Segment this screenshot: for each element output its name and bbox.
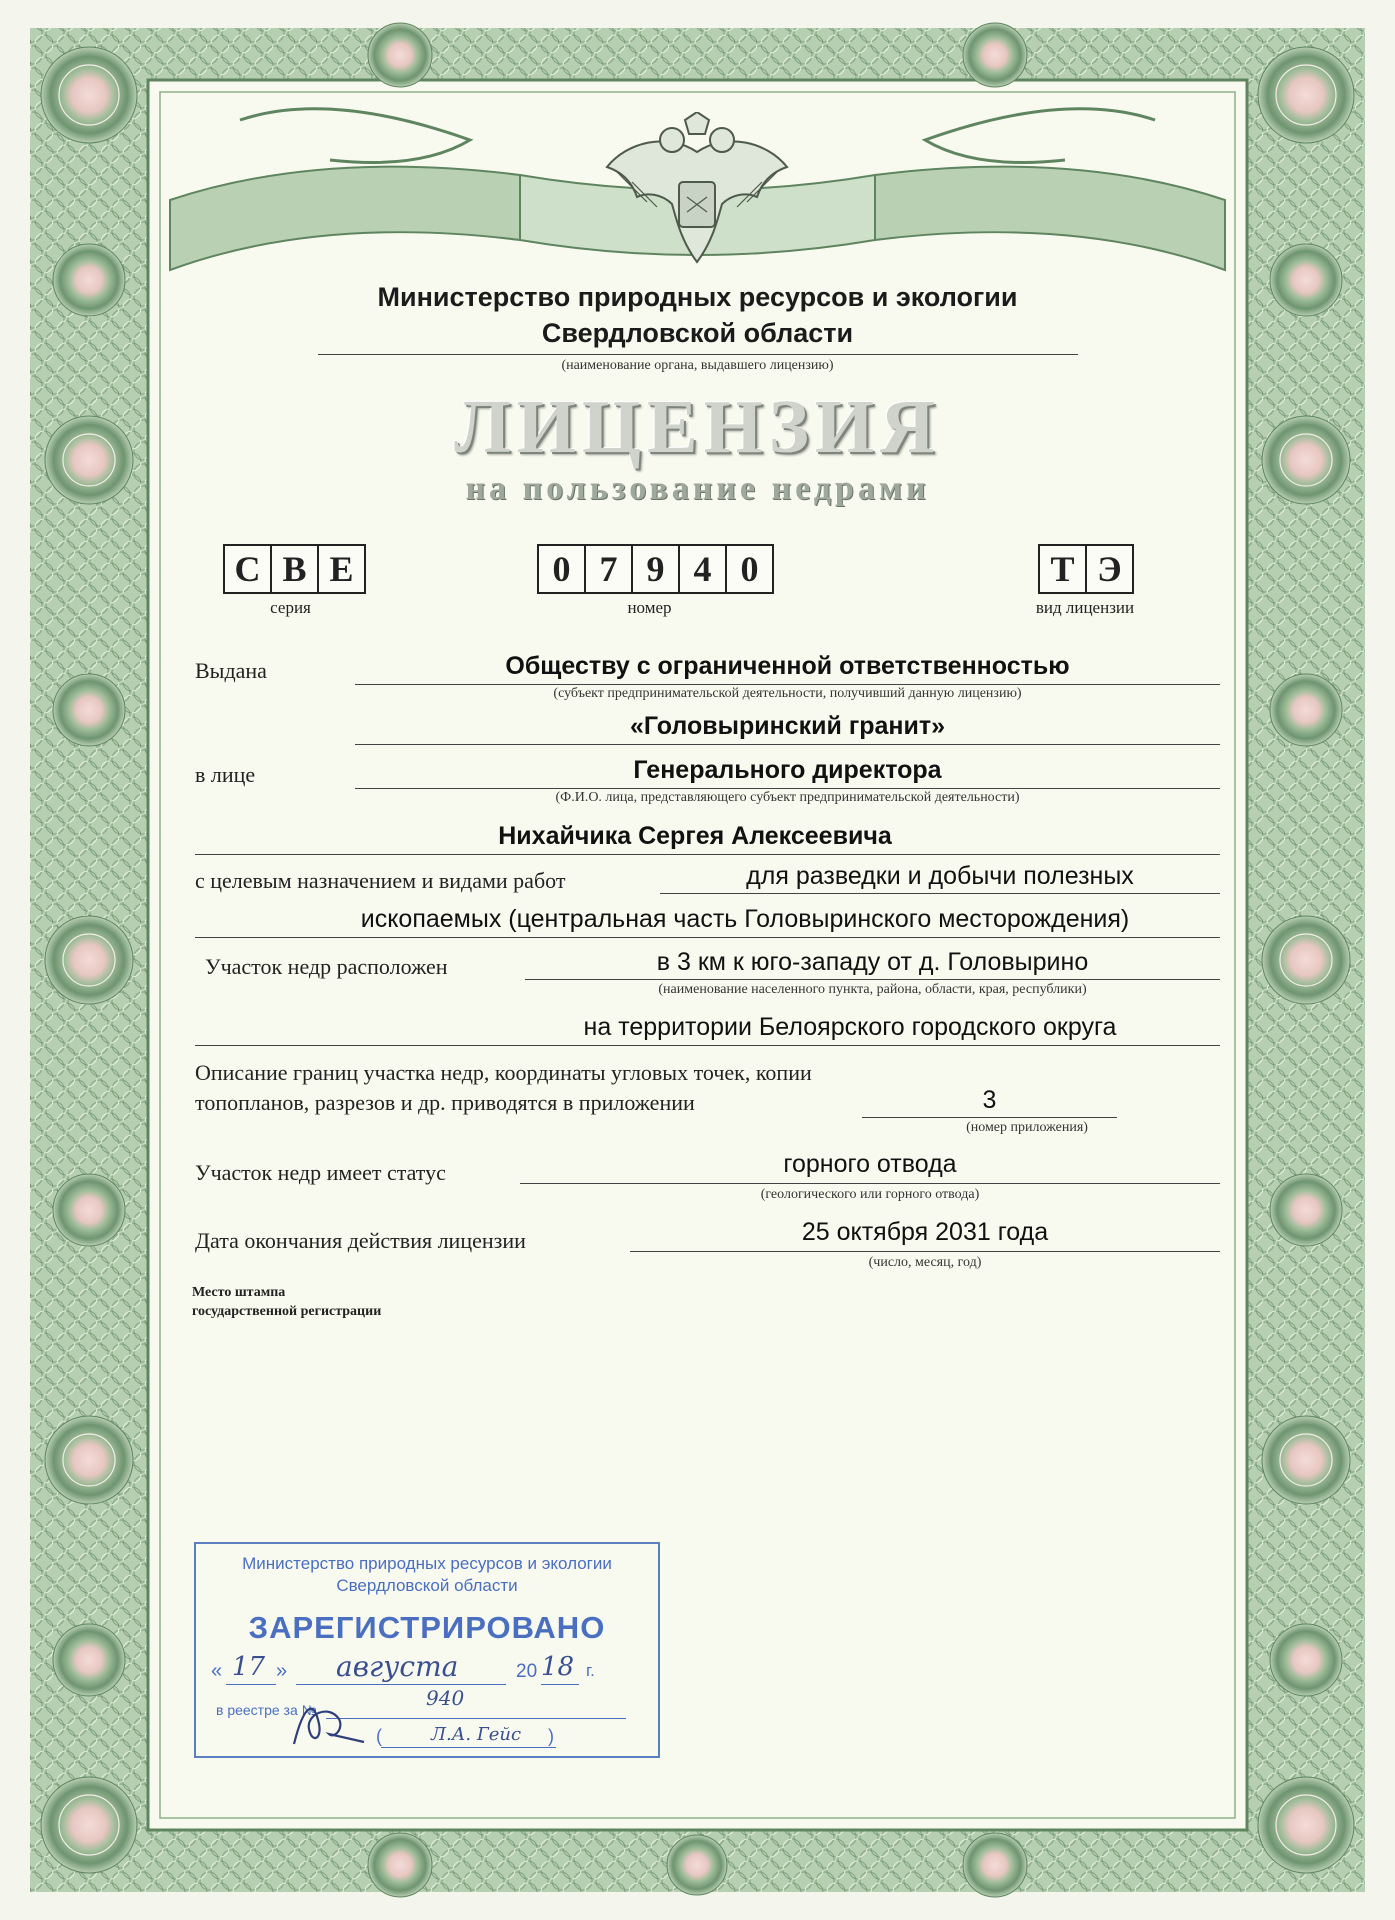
stamp-year-prefix: 20 (516, 1661, 538, 1682)
issuer-name-line1: Министерство природных ресурсов и экологии (377, 282, 1018, 312)
expiry-underline (630, 1251, 1220, 1252)
license-type-label: вид лицензии (1035, 598, 1135, 617)
represented-by-hint: (Ф.И.О. лица, представляющего субъект предпринимательской деятельности) (555, 790, 1020, 805)
issuer-name-line2: Свердловской области (541, 318, 854, 348)
stamp-month: августа (336, 1650, 459, 1683)
license-type-letter: Т (1038, 544, 1087, 594)
stamp-year-suffix: 18 (541, 1652, 575, 1682)
purpose-underline-2 (195, 937, 1220, 938)
location-underline-2 (195, 1045, 1220, 1046)
number-boxes (537, 544, 772, 594)
number-label: номер (627, 598, 672, 617)
status-value: горного отвода (783, 1150, 957, 1178)
number-digit: 0 (725, 544, 774, 594)
document-title: ЛИЦЕНЗИЯ (454, 385, 941, 469)
stamp-paren-open: ( (376, 1726, 382, 1746)
stamp-place-line1: Место штампа (192, 1285, 286, 1300)
stamp-line1: Министерство природных ресурсов и экологии (242, 1554, 612, 1573)
stamp-month-underline (296, 1684, 506, 1685)
purpose-label: с целевым назначением и видами работ (195, 868, 566, 893)
purpose-value-line1: для разведки и добычи полезных (746, 862, 1134, 890)
number-digit: 4 (678, 544, 727, 594)
series-letter: С (223, 544, 272, 594)
signature-icon (284, 1694, 374, 1754)
location-value-line1: в 3 км к юго-западу от д. Головырино (656, 948, 1089, 976)
number-digit: 0 (537, 544, 586, 594)
represented-by-underline-2 (195, 854, 1220, 855)
issued-to-underline (355, 684, 1220, 685)
status-label: Участок недр имеет статус (195, 1160, 446, 1185)
series-boxes (223, 544, 364, 594)
represented-by-value-line1: Генерального директора (633, 756, 942, 784)
boundaries-label-line1: Описание границ участка недр, координаты угловых точек, копии (195, 1060, 812, 1085)
coat-of-arms-icon (587, 112, 807, 282)
stamp-day: 17 (232, 1652, 266, 1682)
number-digit: 7 (584, 544, 633, 594)
stamp-signer: Л.А. Гейс (431, 1724, 522, 1745)
issuer-underline (318, 354, 1078, 355)
license-type-boxes (1038, 544, 1132, 594)
location-underline (525, 979, 1220, 980)
purpose-value-line2: ископаемых (центральная часть Головыринского месторождения) (360, 905, 1130, 933)
represented-by-label: в лице (195, 762, 256, 787)
issued-to-hint: (субъект предпринимательской деятельности, получивший данную лицензию) (553, 686, 1022, 701)
location-label: Участок недр расположен (205, 954, 448, 979)
stamp-quote-open: « (211, 1660, 223, 1682)
boundaries-underline (862, 1117, 1117, 1118)
represented-by-value-line2: Нихайчика Сергея Алексеевича (498, 822, 892, 850)
document-subtitle: на пользование недрами (465, 470, 930, 507)
expiry-label: Дата окончания действия лицензии (195, 1228, 526, 1253)
stamp-registered: ЗАРЕГИСТРИРОВАНО (248, 1610, 606, 1645)
stamp-day-underline (226, 1684, 276, 1685)
number-digit: 9 (631, 544, 680, 594)
issued-to-underline-2 (355, 744, 1220, 745)
issued-to-value-line2: «Головыринский гранит» (629, 712, 946, 740)
stamp-paren-close: ) (548, 1726, 554, 1746)
status-hint: (геологического или горного отвода) (760, 1187, 980, 1202)
boundaries-label-line2: топопланов, разрезов и др. приводятся в приложении (195, 1090, 695, 1115)
status-underline (520, 1183, 1220, 1184)
represented-by-underline (355, 788, 1220, 789)
boundaries-hint: (номер приложения) (966, 1120, 1088, 1135)
registration-stamp (194, 1542, 660, 1758)
series-label: серия (270, 598, 311, 617)
stamp-registry-label: в реестре за № (216, 1702, 317, 1718)
stamp-quote-close: » (276, 1660, 288, 1682)
stamp-line2: Свердловской области (336, 1576, 518, 1595)
issued-to-value-line1: Обществу с ограниченной ответственностью (505, 652, 1070, 680)
stamp-year-unit: г. (586, 1661, 595, 1680)
location-hint: (наименование населенного пункта, района, области, края, республики) (658, 982, 1087, 997)
boundaries-value: 3 (982, 1086, 997, 1114)
stamp-year-underline (541, 1684, 579, 1685)
expiry-hint: (число, месяц, год) (868, 1255, 982, 1270)
stamp-signer-underline (381, 1747, 556, 1748)
purpose-underline (660, 893, 1220, 894)
location-value-line2: на территории Белоярского городского округа (583, 1013, 1117, 1041)
expiry-value: 25 октября 2031 года (801, 1218, 1049, 1246)
series-letter: Е (317, 544, 366, 594)
issued-to-label: Выдана (195, 658, 267, 683)
series-letter: В (270, 544, 319, 594)
issuer-hint: (наименование органа, выдавшего лицензию) (561, 358, 834, 373)
stamp-place-line2: государственной регистрации (192, 1304, 382, 1319)
stamp-registry-number: 940 (426, 1686, 465, 1710)
license-type-letter: Э (1085, 544, 1134, 594)
